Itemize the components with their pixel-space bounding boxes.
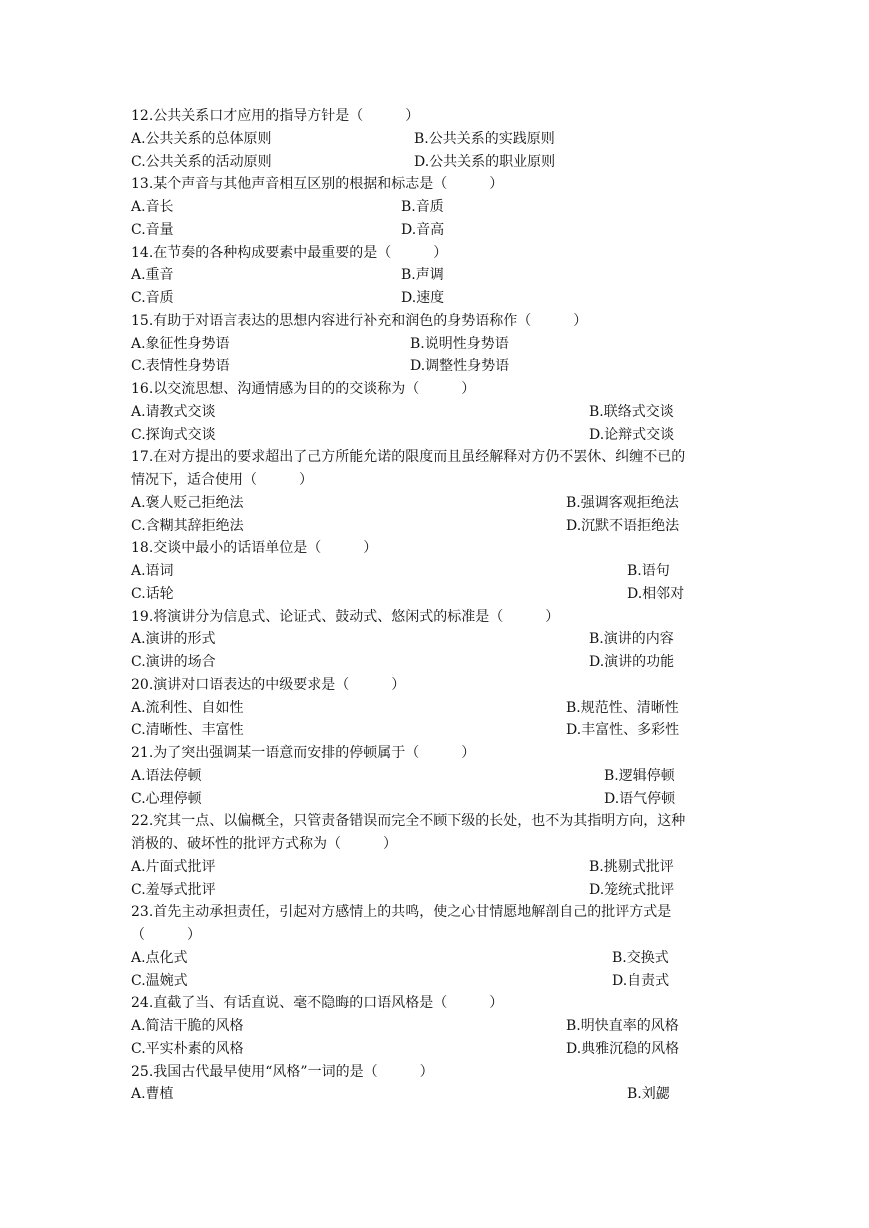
question-14-stem: 14.在节奏的各种构成要素中最重要的是（ ） [131,244,448,261]
question-19-option: B.演讲的内容 [589,631,674,648]
question-16-option: D.论辩式交谈 [589,426,675,443]
question-17-option: C.含糊其辞拒绝法 [131,517,244,534]
question-25-option: B.刘勰 [627,1086,670,1103]
question-25-option: A.曹植 [131,1086,174,1103]
question-20-option: D.丰富性、多彩性 [566,722,680,739]
question-14-option: C.音质 [131,290,174,306]
question-19-option: C.演讲的场合 [131,654,216,670]
question-24-option: C.平实朴素的风格 [131,1040,244,1057]
question-22-option: A.片面式批评 [131,858,216,875]
question-14-option: A.重音 [131,267,174,284]
question-21-option: B.逻辑停顿 [604,767,675,784]
question-12-option: C.公共关系的活动原则 [131,153,272,170]
question-18-option: B.语句 [627,563,670,579]
question-17-stem: 情况下，适合使用（ ） [131,472,313,488]
question-23-option: C.温婉式 [131,972,188,989]
question-13-option: D.音高 [401,221,445,238]
question-17-option: D.沉默不语拒绝法 [566,517,680,534]
question-18-stem: 18.交谈中最小的话语单位是（ ） [131,540,378,557]
question-15-option: B.说明性身势语 [410,335,509,352]
question-23-option: D.自责式 [612,972,670,989]
question-12-stem: 12.公共关系口才应用的指导方针是（ ） [131,108,420,124]
question-15-option: A.象征性身势语 [131,335,230,352]
question-21-option: C.心理停顿 [131,790,202,807]
question-19-stem: 19.将演讲分为信息式、论证式、鼓动式、悠闲式的标准是（ ） [131,608,560,625]
question-18-option: D.相邻对 [627,585,685,602]
question-23-stem: 23.首先主动承担责任，引起对方感情上的共鸣，使之心甘情愿地解剖自己的批评方式是 [131,904,672,921]
question-25-stem: 25.我国古代最早使用“风格”一词的是（ ） [131,1063,434,1080]
question-14-option: D.速度 [401,290,445,306]
question-20-option: C.清晰性、丰富性 [131,722,244,739]
question-12-option: A.公共关系的总体原则 [131,130,272,147]
question-21-option: A.语法停顿 [131,767,202,784]
question-17-option: B.强调客观拒绝法 [566,494,679,511]
question-17-stem: 17.在对方提出的要求超出了己方所能允诺的限度而且虽经解释对方仍不罢休、纠缠不已的 [131,449,686,466]
question-13-option: C.音量 [131,221,174,238]
question-23-stem: （ ） [131,927,201,943]
question-15-option: C.表情性身势语 [131,358,230,375]
question-14-option: B.声调 [401,267,444,284]
question-16-option: A.请教式交谈 [131,403,216,420]
question-18-option: A.语词 [131,563,174,579]
question-13-stem: 13.某个声音与其他声音相互区别的根据和标志是（ ） [131,176,504,193]
question-17-option: A.褒人贬己拒绝法 [131,494,244,511]
question-21-option: D.语气停顿 [604,790,676,807]
question-22-stem: 消极的、破坏性的批评方式称为（ ） [131,836,397,852]
question-12-option: B.公共关系的实践原则 [414,130,555,147]
question-24-option: A.简洁干脆的风格 [131,1018,244,1034]
question-23-option: A.点化式 [131,949,188,966]
question-20-option: A.流利性、自如性 [131,699,244,716]
question-22-stem: 22.究其一点、以偏概全，只管责备错误而完全不顾下级的长处，也不为其指明方向，这种 [131,813,686,830]
question-16-option: B.联络式交谈 [589,403,674,420]
question-23-option: B.交换式 [612,949,669,966]
question-18-option: C.话轮 [131,585,174,602]
question-19-option: A.演讲的形式 [131,631,216,648]
question-24-option: B.明快直率的风格 [566,1018,679,1034]
question-20-stem: 20.演讲对口语表达的中级要求是（ ） [131,676,406,693]
question-13-option: A.音长 [131,199,174,215]
question-13-option: B.音质 [401,199,444,215]
question-22-option: C.羞辱式批评 [131,881,216,898]
question-16-stem: 16.以交流思想、沟通情感为目的的交谈称为（ ） [131,381,476,397]
question-24-stem: 24.直截了当、有话直说、毫不隐晦的口语风格是（ ） [131,995,504,1012]
question-24-option: D.典雅沉稳的风格 [566,1040,680,1057]
question-20-option: B.规范性、清晰性 [566,699,679,716]
question-12-option: D.公共关系的职业原则 [414,153,556,170]
question-21-stem: 21.为了突出强调某一语意而安排的停顿属于（ ） [131,745,476,761]
question-16-option: C.探询式交谈 [131,426,216,443]
question-22-option: B.挑剔式批评 [589,858,674,875]
question-15-stem: 15.有助于对语言表达的思想内容进行补充和润色的身势语称作（ ） [131,312,588,329]
question-19-option: D.演讲的功能 [589,654,675,670]
question-22-option: D.笼统式批评 [589,881,675,898]
question-15-option: D.调整性身势语 [410,358,510,375]
